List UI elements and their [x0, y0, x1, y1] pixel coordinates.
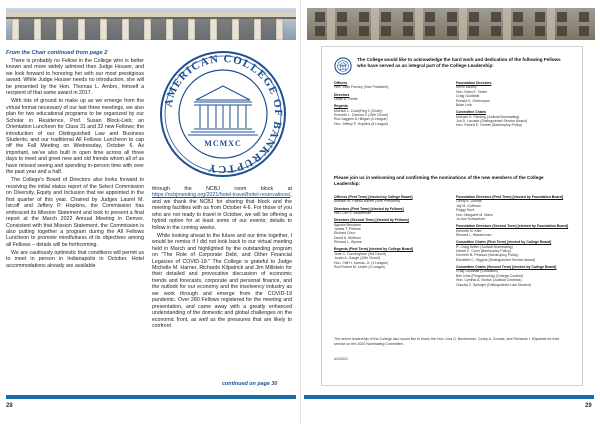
roster-category: Directors (First Term) [elected by Fellows] — [334, 206, 404, 211]
roster-name: Hon. Robert E. Gerber (Bankruptcy Policy) — [456, 123, 523, 128]
roster-category: Directors — [334, 92, 350, 97]
right-page — [300, 0, 600, 424]
paragraph: There is probably no Fellow in the College who is better known and more widely admired than Judge Houser, and we look forward to honoring her with our most prestigious award. While Judge Houser needs no introduction, she will be presented by the Hon. Thomas L. Ambro, himself a recipient of that same award in 2017. — [6, 58, 144, 97]
roster-category: Directors (Second Term) [elected by Fellows] — [334, 218, 409, 223]
roster-name: Hon. Joan Feeney (Vice President) — [334, 85, 389, 90]
footer-bar-left — [6, 395, 296, 399]
roster-name: Jay M. Goffman — [456, 203, 481, 208]
columned-building-photo — [6, 8, 296, 40]
card-subtitle: Please join us in welcoming and confirming the nominations of the new members of the College Leadership: — [334, 175, 544, 186]
college-seal-logo — [158, 48, 288, 180]
roster-category: Committee Chairs — [456, 110, 486, 115]
roster-name: Agustin Bendana — [334, 222, 361, 227]
svg-text:AMERICAN COLLEGE OF BANKRUPTCY: AMERICAN COLLEGE OF BANKRUPTCY — [162, 52, 285, 176]
roster-name: Michael L. Cook(Reg 2 (Chair)) — [334, 108, 383, 113]
roster-name: Richard L. Wasserman — [456, 233, 492, 238]
continued-from-label: From the Chair continued from page 2 — [6, 50, 108, 56]
card-header — [334, 57, 570, 75]
roster-name: David A. Wolfson — [334, 235, 361, 240]
roster-name: Ronald K. Greenspan — [456, 98, 490, 103]
roster-name: Peggy Hunt — [456, 208, 475, 213]
roster-name: Leslie A. Fields — [334, 97, 358, 102]
leadership-acknowledgement-card — [321, 46, 583, 386]
roster-category: Foundation Directors (First Term) [elected by Foundation Board] — [456, 195, 564, 199]
roster-name: Jo Ann Schwartzer — [456, 217, 486, 222]
article-column-2 — [152, 186, 292, 331]
roster-name: Craig Goldblatt (Education) — [456, 269, 499, 274]
roster-name: Kenneth B. Pearson (Bankruptcy Policy) — [456, 253, 519, 258]
roster-name: Michael St. Patrick Baxter (Vice President) — [334, 199, 400, 204]
right-header-photo — [307, 8, 595, 40]
nominations-column-1 — [334, 195, 452, 269]
seal-icon — [158, 48, 288, 180]
roster-name: Hon. Jeffrey P. Hopkins (6 League) — [334, 121, 389, 126]
mini-seal-icon — [334, 57, 352, 75]
roster-name: Jane C. Cunningham (3rd Circuit) — [334, 251, 387, 256]
roster-category: Officers — [334, 81, 348, 85]
roster-name: Kenneth N. Klee — [456, 228, 482, 233]
paragraph: While looking ahead to the future and our time together, I would be remiss if I did not look back to our virtual meeting held in March and highlighted by the outstanding program on "The Role of Corporate Debt, and Other Financial Legacies of COVID-19." The College is grateful to Judge Michelle M. Harner, Richardo Kilpatrick and Jim Millstein for their detailed and provocative discussion of economic trends and forecasts, corporate and personal finance, and the outlook for our economy and the insolvency industry as we work through and emerge from the COVID-19 pandemic. Over 280 Fellows registered for the meeting and presentation, and came away with a greatly enhanced understanding of the domestic and global challenges on the economic front, as well as the pressures that are likely to confront — [152, 232, 292, 330]
roster-category: Officers (First Term) [elected by College Board] — [334, 195, 413, 199]
roster-name: Jon D. Lacoste (Distinguished Service Award) — [456, 119, 527, 124]
roster-category: Committee Chairs (Second Term) [elected by College Board] — [456, 265, 557, 270]
roster-name: Elizabeth C. Higgins (Distinguished Service Award) — [456, 257, 536, 262]
roster-name: Kevin Mickey — [456, 85, 477, 90]
paragraph: With lots of ground to make up as we emerge from the virtual format necessary of our last three meetings, we also plan for two educational programs to be organized by our Scholar in Residence, Prof. Susan Block-Lieb; an Orientation Luncheon for Class 31 and 32 new Fellows; the introduction of our Distinguished Law and Business Students; and our traditional All Fellows Luncheon to cap off the Fall Meeting on Wednesday, October 6. As important, we've also built in open time across all three days to meet and greet new and old friends whom all of us have missed seeing and spending in-person time with over the past year and a half. — [6, 98, 144, 176]
roster-name: Craig Goldblatt — [456, 94, 480, 99]
page-number-left: 28 — [6, 403, 13, 409]
roster-name: Daniel C. Cohn (Bankruptcy Policy) — [456, 249, 511, 254]
footer-bar-right — [304, 395, 594, 399]
roster-name: R. Craig Ketter (Judicial Nominating) — [456, 244, 513, 249]
continued-on-label: continued on page 30 — [222, 381, 278, 387]
roster-name: Rod Jaggers & Hilligan (4 League) — [334, 117, 388, 122]
roster-name: Hon. Cliff H. Kamas, Jr. (4 League) — [334, 260, 389, 265]
roster-name: James T. Perkins — [334, 227, 361, 232]
page-number-right: 29 — [585, 403, 592, 409]
svg-text:MCMXC: MCMXC — [204, 139, 242, 148]
nominations-column-2 — [456, 195, 574, 287]
leadership-column-2 — [456, 81, 574, 128]
roster-category: Foundation Directors — [456, 81, 492, 85]
paragraph-text: , and we thank the NCBJ for sharing that block and the meeting facilities with us from October 4-6. For those of you who are not ready to travel in October, we will be offering a hybrid option for at least some of our events; details to follow in the coming weeks. — [152, 192, 292, 231]
roster-name: Cecily A. Dumas — [456, 199, 482, 204]
building-facade-photo — [307, 8, 595, 40]
roster-name: Rod Robert M. Linder (4 League) — [334, 265, 386, 270]
footer-rule — [0, 393, 600, 401]
paragraph — [152, 186, 292, 231]
paragraph-text: through the NCBJ room block at — [152, 186, 292, 192]
roster-category: Committee Chairs (First Term) [elected by College Board] — [456, 240, 552, 245]
roster-name: Ben Ivins (Programming) (College Contest) — [456, 273, 523, 278]
roster-category: Regents — [334, 104, 348, 109]
roster-name: Kenneth L. Cannon II (10th Circuit) — [334, 113, 389, 118]
roster-name: Hon. Brian K. Tester — [456, 89, 488, 94]
paragraph: We are cautiously optimistic that conditions will permit us to meet in person in Indianapolis in October. Hotel accommodations already are available — [6, 249, 144, 269]
roster-name: Hon. Margaret M. Mann — [456, 212, 493, 217]
leadership-column-1 — [334, 81, 452, 126]
card-title: The College would like to acknowledge the hard work and dedication of the following Fellows who have served as an integral part of the College Leadership: — [357, 57, 561, 68]
roster-name: Michael D. Fielding (Judicial Nominating) — [456, 114, 520, 119]
roster-category: Regents (First Term) [elected by College Board] — [334, 247, 414, 252]
hotel-reservation-link[interactable]: https://ncbjmeeting.org/2021/hotel-travel/hotel-reservations/ — [152, 192, 291, 199]
left-header-photo — [6, 8, 296, 40]
roster-name: Richard L. Wynne — [334, 240, 362, 245]
roster-name: Claudia Z. Springer (Distinguished Law Student) — [456, 282, 531, 287]
roster-category: Foundation Directors (Second Term) [elected by Foundation Board] — [456, 224, 569, 229]
article-column-1 — [6, 58, 144, 271]
card-date: 4/1/2021 — [334, 357, 348, 361]
paragraph: The College's Board of Directors also looks forward to receiving the initial status report of the Select Commission on Diversity, Equity and Inclusion that we appointed in the first quarter of this year. Chaired by Judges Laurel M. Isicoff and Jeffery P. Hopkins, the Commission has embraced its Mission Statement and look to present a final report at the March 2022 Annual Meeting in Denver. Consistent with that Mission Statement, the Commission is also putting together a program during the All Fellows Luncheon to promote mindfulness of its objectives among all Fellows – details will be forthcoming. — [6, 177, 144, 248]
roster-name: Richard Chun — [334, 231, 356, 236]
card-footer-note: The senior leadership of the College also would like to thank the Hon. Lisa G. Beckerman, Cecily A. Dumas, and Richardo I. Kilpatrick for their service on the 2020 Nominating Committee. — [334, 337, 560, 346]
roster-name: Hon. Cynthia A. Norton (Judicial Contests) — [456, 278, 522, 283]
roster-name: Brian Leib — [456, 103, 472, 108]
roster-name: Hon. Lori S. Beckerman — [334, 211, 372, 216]
roster-name: Jonah A. Gauge (10th Circuit) — [334, 256, 381, 261]
